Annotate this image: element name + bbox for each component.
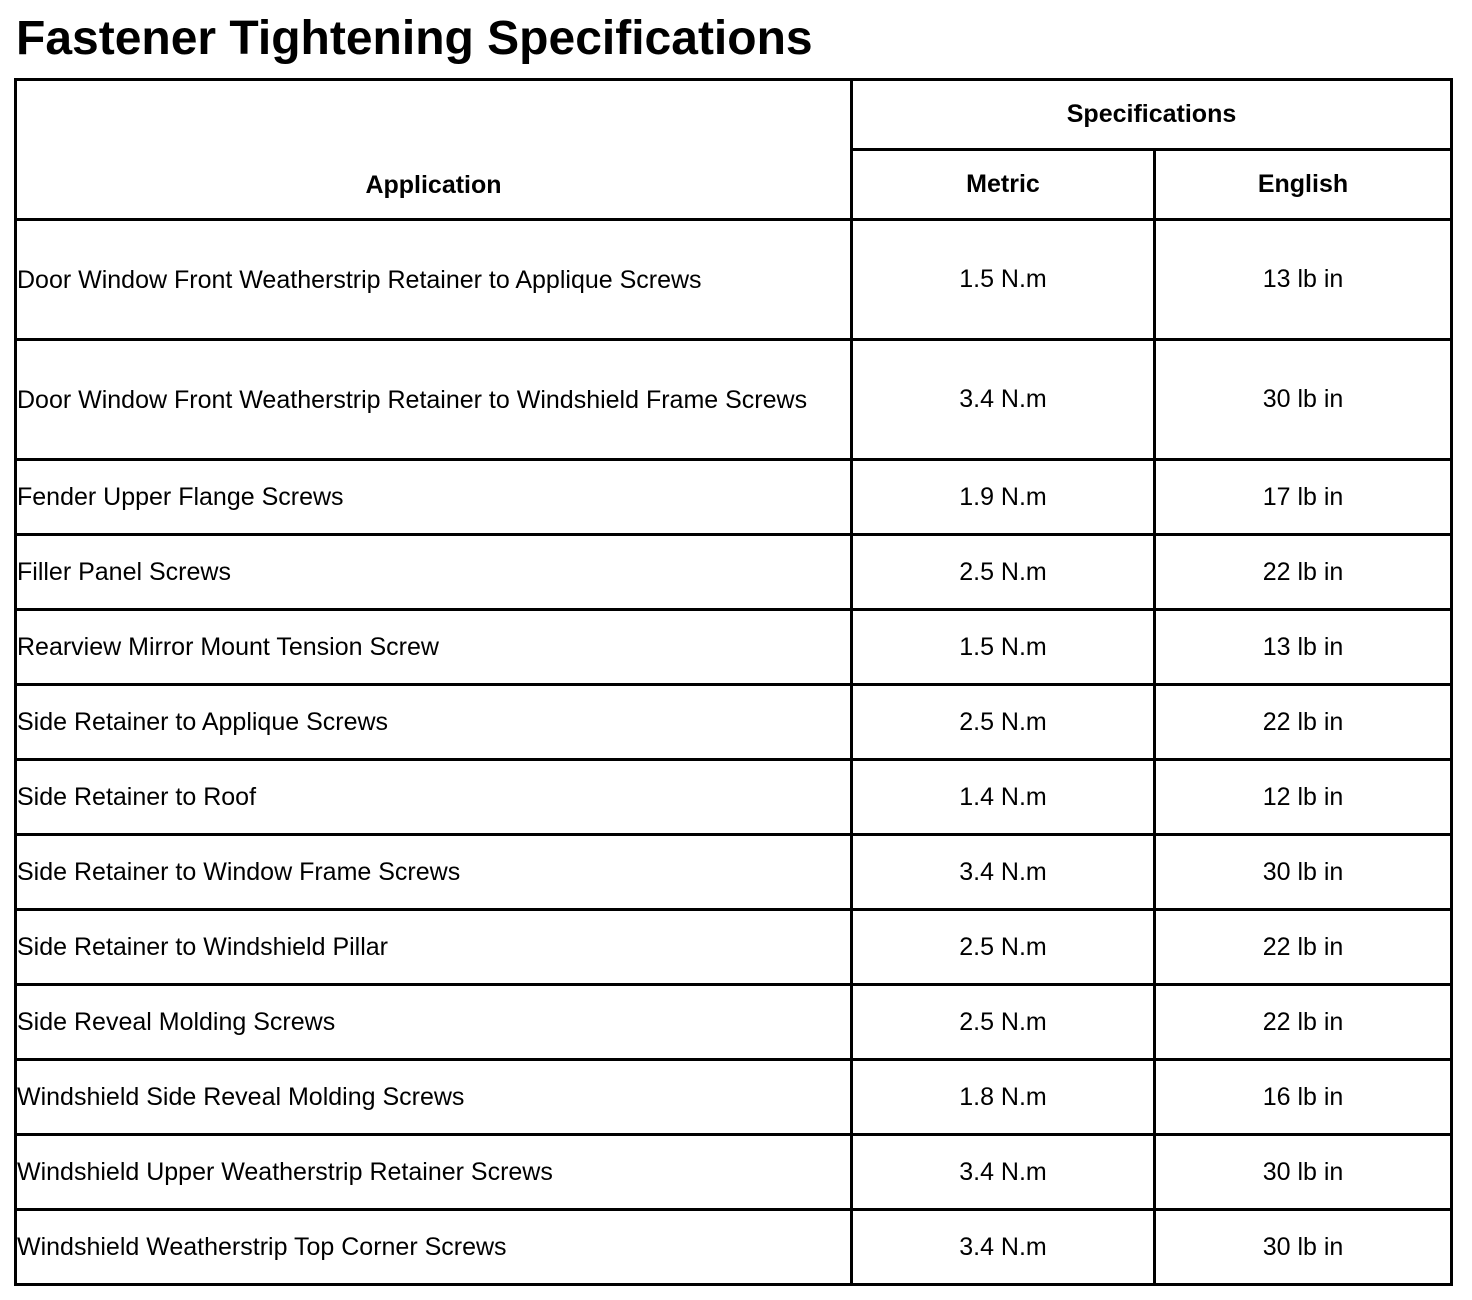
table-row xyxy=(16,835,1452,910)
metric-cell: 1.8 N.m xyxy=(852,1060,1155,1135)
application-cell: Rearview Mirror Mount Tension Screw xyxy=(16,610,852,685)
application-cell: Door Window Front Weatherstrip Retainer to Windshield Frame Screws xyxy=(16,340,852,460)
column-group-header-specifications: Specifications xyxy=(852,80,1452,150)
metric-cell: 2.5 N.m xyxy=(852,685,1155,760)
table-row xyxy=(16,1210,1452,1285)
english-cell: 22 lb in xyxy=(1155,985,1452,1060)
metric-cell: 3.4 N.m xyxy=(852,340,1155,460)
application-cell: Fender Upper Flange Screws xyxy=(16,460,852,535)
application-cell: Side Retainer to Window Frame Screws xyxy=(16,835,852,910)
english-cell: 30 lb in xyxy=(1155,340,1452,460)
metric-cell: 3.4 N.m xyxy=(852,1210,1155,1285)
table-body xyxy=(16,220,1452,1285)
english-cell: 30 lb in xyxy=(1155,835,1452,910)
english-cell: 12 lb in xyxy=(1155,760,1452,835)
table-row xyxy=(16,460,1452,535)
fastener-spec-table xyxy=(14,78,1453,1286)
table-row xyxy=(16,535,1452,610)
column-header-metric: Metric xyxy=(852,150,1155,220)
english-cell: 22 lb in xyxy=(1155,535,1452,610)
metric-cell: 1.5 N.m xyxy=(852,220,1155,340)
application-cell: Windshield Side Reveal Molding Screws xyxy=(16,1060,852,1135)
metric-cell: 2.5 N.m xyxy=(852,535,1155,610)
metric-cell: 2.5 N.m xyxy=(852,985,1155,1060)
table-row xyxy=(16,1060,1452,1135)
metric-cell: 2.5 N.m xyxy=(852,910,1155,985)
column-header-application: Application xyxy=(16,80,852,220)
table-row xyxy=(16,985,1452,1060)
metric-cell: 1.4 N.m xyxy=(852,760,1155,835)
table-header xyxy=(16,80,1452,220)
english-cell: 30 lb in xyxy=(1155,1210,1452,1285)
application-cell: Windshield Weatherstrip Top Corner Screws xyxy=(16,1210,852,1285)
application-cell: Side Retainer to Windshield Pillar xyxy=(16,910,852,985)
table-row xyxy=(16,220,1452,340)
english-cell: 30 lb in xyxy=(1155,1135,1452,1210)
application-cell: Windshield Upper Weatherstrip Retainer Screws xyxy=(16,1135,852,1210)
table-row xyxy=(16,910,1452,985)
application-cell: Side Retainer to Roof xyxy=(16,760,852,835)
english-cell: 16 lb in xyxy=(1155,1060,1452,1135)
english-cell: 13 lb in xyxy=(1155,610,1452,685)
metric-cell: 3.4 N.m xyxy=(852,1135,1155,1210)
english-cell: 13 lb in xyxy=(1155,220,1452,340)
table-row xyxy=(16,610,1452,685)
english-cell: 22 lb in xyxy=(1155,685,1452,760)
table-row xyxy=(16,340,1452,460)
metric-cell: 1.9 N.m xyxy=(852,460,1155,535)
table-row xyxy=(16,1135,1452,1210)
metric-cell: 3.4 N.m xyxy=(852,835,1155,910)
english-cell: 22 lb in xyxy=(1155,910,1452,985)
application-cell: Side Retainer to Applique Screws xyxy=(16,685,852,760)
table-row xyxy=(16,760,1452,835)
metric-cell: 1.5 N.m xyxy=(852,610,1155,685)
english-cell: 17 lb in xyxy=(1155,460,1452,535)
document-title: Fastener Tightening Specifications xyxy=(16,12,813,65)
application-cell: Side Reveal Molding Screws xyxy=(16,985,852,1060)
application-cell: Door Window Front Weatherstrip Retainer to Applique Screws xyxy=(16,220,852,340)
table-row xyxy=(16,685,1452,760)
application-cell: Filler Panel Screws xyxy=(16,535,852,610)
column-header-english: English xyxy=(1155,150,1452,220)
